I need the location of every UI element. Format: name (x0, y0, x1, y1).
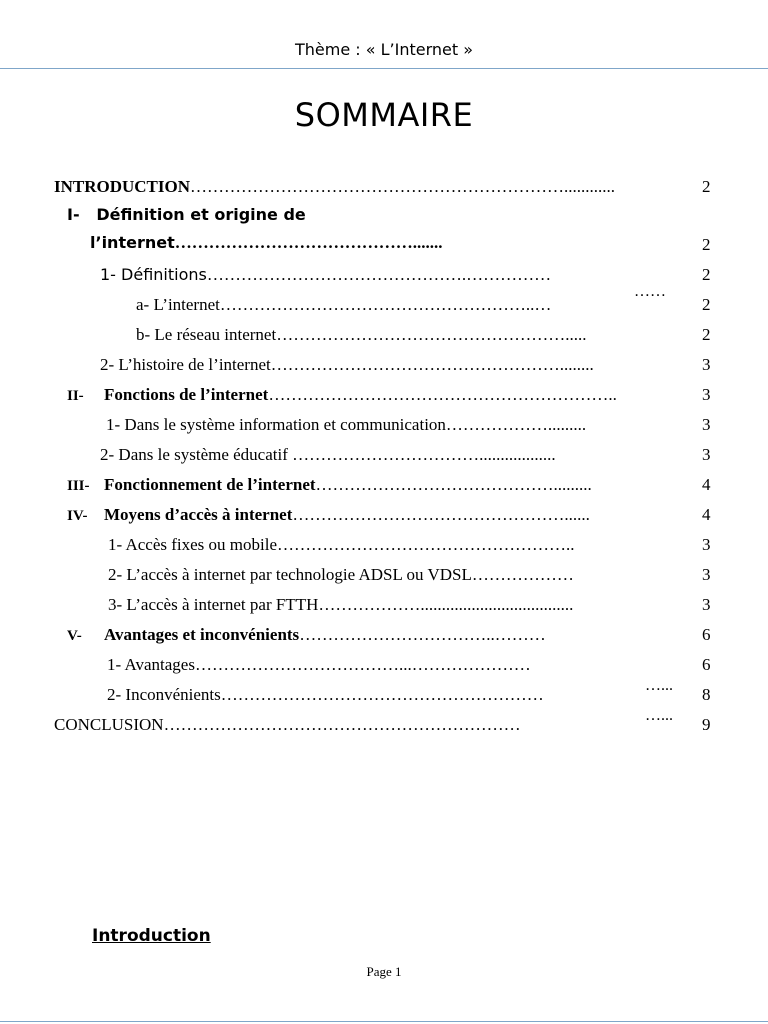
toc-page: 8 (702, 685, 711, 704)
header-title: Thème : « L’Internet » (294, 40, 474, 59)
section-heading-introduction: Introduction (92, 926, 211, 946)
toc-entry-4-2 (108, 564, 574, 586)
toc-dots: ……………………………………….…………… (206, 265, 552, 284)
toc-entry-conclusion (54, 714, 521, 736)
header-rule (0, 68, 768, 69)
toc-label: 1- Accès fixes ou mobile (108, 535, 278, 554)
toc-label: Moyens d’accès à internet (104, 505, 293, 524)
toc-dots: ………………………………...………………… (194, 655, 531, 674)
toc-entry-section-3 (67, 474, 90, 497)
toc-label: 2- Inconvénients (107, 685, 221, 704)
toc-entry-section-1-cont (90, 232, 442, 254)
toc-label: 2- Dans le système éducatif (100, 445, 288, 464)
toc-entry-1-1 (100, 264, 551, 286)
toc-page: 6 (702, 655, 711, 674)
toc-dots: ……………… (471, 565, 574, 584)
toc-page: 3 (702, 535, 711, 554)
toc-dots: …………………………………………………….. (268, 385, 617, 404)
toc-page: 4 (702, 475, 711, 494)
toc-entry-section-3-text (104, 474, 592, 496)
toc-label: l’internet (90, 233, 175, 252)
toc-label: Fonctions de l’internet (104, 385, 269, 404)
toc-label: 1- Dans le système information et communication (106, 415, 446, 434)
toc-entry-1-1-b (136, 324, 586, 346)
toc-label: a- L’internet (136, 295, 220, 314)
toc-page: 6 (702, 625, 711, 644)
toc-entry-5-2 (107, 684, 544, 706)
toc-page: 3 (702, 565, 711, 584)
toc-label: CONCLUSION (54, 715, 164, 734)
toc-entry-2-2 (100, 444, 556, 466)
toc-label: 2- L’histoire de l’internet (100, 355, 271, 374)
toc-entry-section-2 (67, 384, 84, 407)
toc-entry-2-1 (106, 414, 586, 436)
toc-page: 2 (702, 265, 711, 284)
toc-entry-section-4 (67, 504, 88, 527)
toc-label: Avantages et inconvénients (104, 625, 300, 644)
toc-dots: …………………………….................. (292, 445, 556, 464)
toc-entry-4-1 (108, 534, 575, 556)
toc-dots: ……………….................................... (318, 595, 574, 614)
toc-dots: …………………………………………………………............ (190, 177, 616, 196)
toc-page: 3 (702, 595, 711, 614)
toc-page: 4 (702, 505, 711, 524)
toc-label: INTRODUCTION (54, 177, 191, 196)
toc-dots: …………………………………………...... (292, 505, 590, 524)
toc-label: 1- Avantages (107, 655, 195, 674)
toc-dots: ……………………………………………........ (270, 355, 594, 374)
page-number: Page 1 (366, 964, 402, 979)
toc-entry-4-3 (108, 594, 573, 616)
toc-entry-introduction (54, 176, 615, 198)
toc-page: 2 (702, 295, 711, 314)
page-title: SOMMAIRE (294, 96, 474, 134)
toc-dots: ………………......... (445, 415, 587, 434)
floating-dots: …… (634, 283, 666, 300)
toc-dots: …………………………………………….. (277, 535, 575, 554)
toc-page: 3 (702, 385, 711, 404)
toc-page: 3 (702, 355, 711, 374)
toc-dots: ……………………………………………………… (163, 715, 521, 734)
toc-number: I- (67, 205, 80, 224)
toc-page: 2 (702, 325, 711, 344)
toc-dots: ………………………………………………… (220, 685, 544, 704)
toc-dots: ……………………………………………..... (276, 325, 587, 344)
toc-entry-section-1 (67, 204, 306, 226)
toc-entry-5-1 (107, 654, 531, 676)
toc-number: V- (67, 628, 82, 644)
toc-dots: ………………………………………………..… (219, 295, 552, 314)
footer-rule (0, 1021, 768, 1022)
toc-page: 3 (702, 445, 711, 464)
toc-page: 2 (702, 177, 711, 196)
toc-label: 2- L’accès à internet par technologie ADSL ou VDSL (108, 565, 472, 584)
toc-number: IV- (67, 508, 88, 524)
toc-dots: ……………………………………....... (174, 233, 443, 252)
toc-entry-section-5 (67, 624, 82, 647)
toc-label: 1- Définitions (100, 265, 207, 284)
toc-page: 9 (702, 715, 711, 734)
toc-entry-section-2-text (104, 384, 617, 406)
toc-label: 3- L’accès à internet par FTTH (108, 595, 319, 614)
toc-entry-section-4-text (104, 504, 590, 526)
toc-label: Définition et origine de (96, 205, 306, 224)
toc-page: 2 (702, 235, 711, 254)
floating-dots: …... (645, 677, 673, 694)
toc-entry-1-2 (100, 354, 594, 376)
floating-dots: …... (645, 707, 673, 724)
toc-entry-section-5-text (104, 624, 546, 646)
toc-entry-1-1-a (136, 294, 551, 316)
toc-dots: ……………………………………......... (315, 475, 592, 494)
toc-label: Fonctionnement de l’internet (104, 475, 316, 494)
toc-number: II- (67, 388, 84, 404)
toc-label: b- Le réseau internet (136, 325, 277, 344)
toc-dots: ……………………………..……… (299, 625, 546, 644)
toc-number: III- (67, 478, 90, 494)
toc-page: 3 (702, 415, 711, 434)
